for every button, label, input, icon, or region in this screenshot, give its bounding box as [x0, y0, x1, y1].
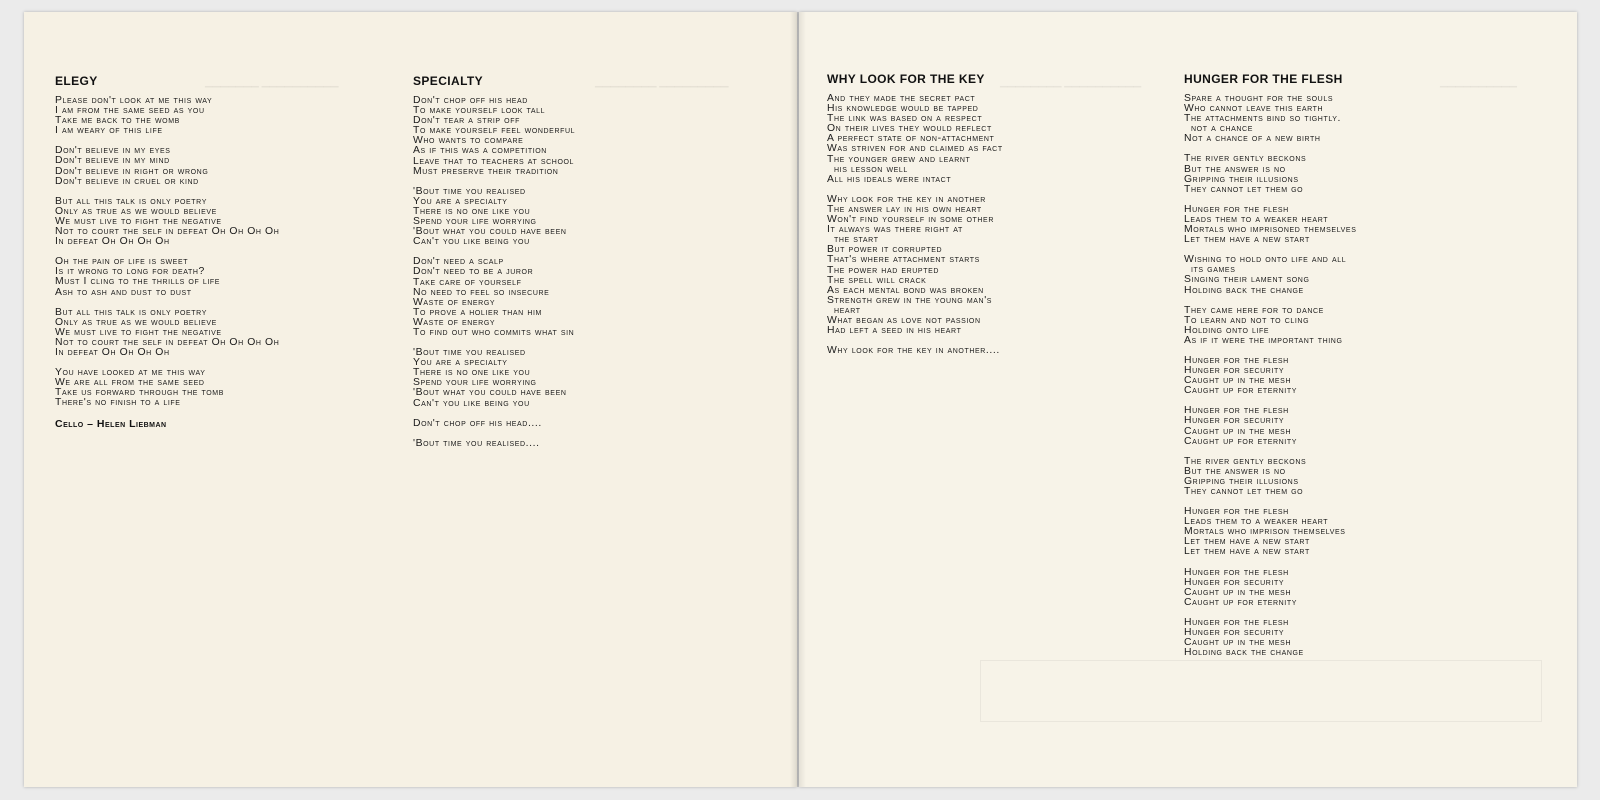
lyric-line: They cannot let them go	[1184, 486, 1304, 497]
lyric-line: The younger grew and learnt	[827, 153, 971, 165]
lyric-line: 'Bout time you realised	[413, 185, 526, 197]
lyric-line: The power had erupted	[827, 264, 940, 276]
lyric-line: Only as true as we would believe	[55, 316, 217, 328]
lyric-line: Must I cling to the thrills of life	[55, 276, 221, 288]
lyric-line: Hunger for security	[1184, 576, 1285, 588]
lyric-line: Take us forward through the tomb	[55, 387, 224, 399]
lyric-line: Must preserve their tradition	[413, 165, 559, 177]
stanzas	[827, 94, 1003, 356]
lyric-line: We are all from the same seed	[55, 377, 205, 389]
stanzas	[1184, 94, 1356, 658]
lyric-line: Hunger for security	[1184, 365, 1285, 377]
lyric-line: To find out who commits what sin	[413, 326, 575, 338]
stanza	[1184, 154, 1356, 194]
lyric-line: Oh the pain of life is sweet	[55, 256, 189, 268]
stanza	[1184, 306, 1356, 346]
lyric-line: his lesson well	[834, 163, 908, 175]
lyric-line: I am weary of this life	[55, 125, 163, 137]
lyric-line: Let them have a new start	[1184, 546, 1310, 558]
poem-elegy	[55, 74, 279, 430]
stanza	[1184, 406, 1356, 446]
lyric-line: Hunger for the flesh	[1184, 203, 1289, 215]
stanza	[1184, 507, 1356, 557]
lyric-line: Let them have a new start	[1184, 234, 1310, 246]
lyric-line: Why look for the key in another	[827, 193, 986, 205]
lyric-line: Hunger for security	[1184, 627, 1285, 639]
lyric-line: Gripping their illusions	[1184, 173, 1299, 185]
lyric-line: In defeat Oh Oh Oh Oh	[55, 236, 170, 248]
stanza	[827, 195, 1003, 336]
lyric-line: To learn and not to cling	[1184, 314, 1310, 326]
stanza	[1184, 618, 1356, 658]
lyric-line: But power it corrupted	[827, 244, 943, 256]
lyric-line: Caught up for eternity	[1184, 385, 1297, 397]
lyric-line: No need to feel so insecure	[413, 286, 550, 298]
lyric-line: Don't believe in cruel or kind	[55, 175, 199, 187]
lyric-line: As each mental bond was broken	[827, 284, 984, 296]
stanza	[1184, 94, 1356, 144]
lyric-line: And they made the secret pact	[827, 93, 976, 104]
lyric-line: We must live to fight the negative	[55, 326, 222, 338]
lyric-line: To make yourself look tall	[413, 105, 546, 117]
lyric-line: not a chance	[1191, 123, 1253, 135]
lyric-line: On their lives they would reflect	[827, 123, 992, 135]
lyric-line: Waste of energy	[413, 316, 496, 328]
lyric-line: Holding back the change	[1184, 284, 1304, 296]
lyric-line: Caught up in the mesh	[1184, 586, 1292, 598]
stanzas	[55, 96, 279, 408]
lyric-line: There is no one like you	[413, 367, 531, 379]
lyric-line: Hunger for the flesh	[1184, 354, 1289, 366]
poem-title: SPECIALTY	[413, 74, 484, 88]
lyric-line: What began as love not passion	[827, 314, 981, 326]
booklet-spine	[790, 12, 806, 787]
lyric-line: The link was based on a respect	[827, 113, 983, 125]
lyric-line: In defeat Oh Oh Oh Oh	[55, 346, 170, 358]
poem-why-look-for-the-key	[827, 72, 1003, 366]
stanza	[413, 96, 575, 177]
lyric-line: There's no finish to a life	[55, 397, 181, 409]
lyric-line: That's where attachment starts	[827, 254, 980, 266]
stanza	[55, 368, 279, 408]
lyric-line: Caught up for eternity	[1184, 435, 1297, 447]
lyric-line: His knowledge would be tapped	[827, 103, 979, 115]
lyric-line: its games	[1191, 264, 1236, 276]
lyric-line: You are a specialty	[413, 357, 508, 369]
lyric-line: Holding onto life	[1184, 324, 1270, 336]
stanza	[55, 197, 279, 247]
lyric-line: Leave that to teachers at school	[413, 155, 575, 167]
show-through-text: ▁▁▁▁▁▁▁▁▁▁	[1440, 77, 1517, 88]
lyric-line: Take care of yourself	[413, 276, 522, 288]
lyric-line: The spell will crack	[827, 274, 927, 286]
lyric-line: Don't believe in my mind	[55, 155, 170, 167]
stanza	[413, 187, 575, 248]
lyric-line: But all this talk is only poetry	[55, 306, 207, 318]
poem-hunger-for-the-flesh	[1184, 72, 1356, 668]
lyric-line: Take me back to the womb	[55, 115, 180, 127]
lyric-line: Spend your life worrying	[413, 377, 537, 389]
lyric-line: The river gently beckons	[1184, 153, 1307, 165]
lyric-line: Caught up in the mesh	[1184, 375, 1292, 387]
stanza	[413, 348, 575, 409]
lyric-line: 'Bout time you realised....	[413, 437, 540, 449]
lyric-line: The answer lay in his own heart	[827, 203, 982, 215]
lyric-line: Strength grew in the young man's	[827, 294, 993, 306]
lyric-line: The river gently beckons	[1184, 455, 1307, 467]
lyric-line: Don't believe in right or wrong	[55, 165, 209, 177]
credit: Cello – Helen Liebman	[55, 418, 167, 431]
lyric-line: Let them have a new start	[1184, 536, 1310, 548]
lyric-line: heart	[834, 304, 861, 316]
lyric-line: Hunger for security	[1184, 415, 1285, 427]
lyric-line: Hunger for the flesh	[1184, 616, 1289, 628]
stanza	[413, 439, 575, 449]
stanza	[55, 308, 279, 358]
lyric-line: 'Bout time you realised	[413, 347, 526, 359]
lyric-line: Can't you like being you	[413, 397, 530, 409]
lyric-line: Why look for the key in another....	[827, 345, 1000, 357]
poem-title: ELEGY	[55, 74, 98, 88]
lyric-line: Not to court the self in defeat Oh Oh Oh Oh	[55, 336, 280, 348]
stanzas	[413, 96, 575, 449]
lyric-line: Caught up in the mesh	[1184, 425, 1292, 437]
stanza	[413, 257, 575, 338]
stanza	[1184, 205, 1356, 245]
lyric-line: Leads them to a weaker heart	[1184, 516, 1329, 528]
lyric-line: Hunger for the flesh	[1184, 405, 1289, 417]
lyric-line: The attachments bind so tightly.	[1184, 113, 1342, 125]
lyric-line: There is no one like you	[413, 205, 531, 217]
lyric-line: Don't tear a strip off	[413, 115, 520, 127]
lyric-line: Only as true as we would believe	[55, 205, 217, 217]
lyric-line: It always was there right at	[827, 224, 963, 236]
lyric-line: A perfect state of non-attachment	[827, 133, 995, 145]
show-through-text: ▁▁▁▁▁▁▁ ▁▁▁▁▁▁▁▁▁▁	[205, 77, 339, 88]
lyric-line: Don't need to be a juror	[413, 266, 534, 278]
lyric-line: You are a specialty	[413, 195, 508, 207]
stanza	[1184, 568, 1356, 608]
lyric-line: Can't you like being you	[413, 236, 530, 248]
lyric-line: Had left a seed in his heart	[827, 325, 962, 337]
show-through-text: ▁▁▁▁▁▁▁▁ ▁▁▁▁▁▁▁▁▁▁	[1000, 77, 1142, 88]
lyric-line: Singing their lament song	[1184, 274, 1310, 286]
stanza	[55, 96, 279, 136]
lyric-line: Won't find yourself in some other	[827, 214, 994, 226]
lyric-line: Leads them to a weaker heart	[1184, 213, 1329, 225]
lyric-line: To make yourself feel wonderful	[413, 125, 576, 137]
show-through-box	[980, 660, 1542, 722]
lyric-line: Don't believe in my eyes	[55, 145, 171, 157]
lyric-line: They came here for to dance	[1184, 304, 1324, 316]
lyric-line: I am from the same seed as you	[55, 105, 205, 117]
lyric-line: Wishing to hold onto life and all	[1184, 254, 1347, 266]
lyric-line: They cannot let them go	[1184, 183, 1304, 195]
lyric-line: Spend your life worrying	[413, 216, 537, 228]
lyric-line: Not a chance of a new birth	[1184, 133, 1321, 145]
lyric-line: Was striven for and claimed as fact	[827, 143, 1003, 155]
lyric-line: Caught up in the mesh	[1184, 637, 1292, 649]
lyric-line: the start	[834, 234, 879, 246]
stanza	[827, 94, 1003, 185]
lyric-line: We must live to fight the negative	[55, 215, 222, 227]
lyric-line: To prove a holier than him	[413, 306, 542, 318]
lyric-line: Don't chop off his head....	[413, 417, 542, 429]
poem-title: HUNGER FOR THE FLESH	[1184, 72, 1343, 86]
lyric-line: But the answer is no	[1184, 465, 1286, 477]
lyric-line: Hunger for the flesh	[1184, 506, 1289, 518]
show-through-text: ▁▁▁▁▁▁▁▁ ▁▁▁▁▁▁▁▁▁	[595, 77, 729, 88]
lyric-line: Holding back the change	[1184, 647, 1304, 659]
lyric-line: Mortals who imprisoned themselves	[1184, 224, 1357, 236]
lyric-line: 'Bout what you could have been	[413, 387, 567, 399]
stanza	[1184, 255, 1356, 295]
lyric-line: Caught up for eternity	[1184, 596, 1297, 608]
stanza	[1184, 356, 1356, 396]
lyric-line: 'Bout what you could have been	[413, 226, 567, 238]
lyric-line: But all this talk is only poetry	[55, 195, 207, 207]
stanza	[1184, 457, 1356, 497]
stanza	[413, 419, 575, 429]
poem-specialty	[413, 74, 575, 459]
lyric-line: Is it wrong to long for death?	[55, 266, 205, 278]
lyric-line: You have looked at me this way	[55, 367, 206, 379]
poem-title: WHY LOOK FOR THE KEY	[827, 72, 985, 86]
lyric-line: Spare a thought for the souls	[1184, 93, 1334, 104]
lyric-line: Don't chop off his head	[413, 95, 528, 106]
stanza	[55, 257, 279, 297]
lyric-line: Waste of energy	[413, 296, 496, 308]
stanza	[55, 146, 279, 186]
lyric-line: Hunger for the flesh	[1184, 566, 1289, 578]
lyric-line: Mortals who imprison themselves	[1184, 526, 1346, 538]
lyric-line: Don't need a scalp	[413, 256, 504, 268]
lyric-line: Gripping their illusions	[1184, 475, 1299, 487]
lyric-line: But the answer is no	[1184, 163, 1286, 175]
lyric-line: As if it were the important thing	[1184, 334, 1343, 346]
lyric-line: Please don't look at me this way	[55, 95, 213, 106]
lyric-line: Ash to ash and dust to dust	[55, 286, 192, 298]
lyric-line: Not to court the self in defeat Oh Oh Oh Oh	[55, 226, 280, 238]
lyric-line: Who cannot leave this earth	[1184, 103, 1324, 115]
stanza	[827, 346, 1003, 356]
lyric-line: All his ideals were intact	[827, 173, 952, 185]
lyric-line: As if this was a competition	[413, 145, 547, 157]
lyric-line: Who wants to compare	[413, 135, 524, 147]
